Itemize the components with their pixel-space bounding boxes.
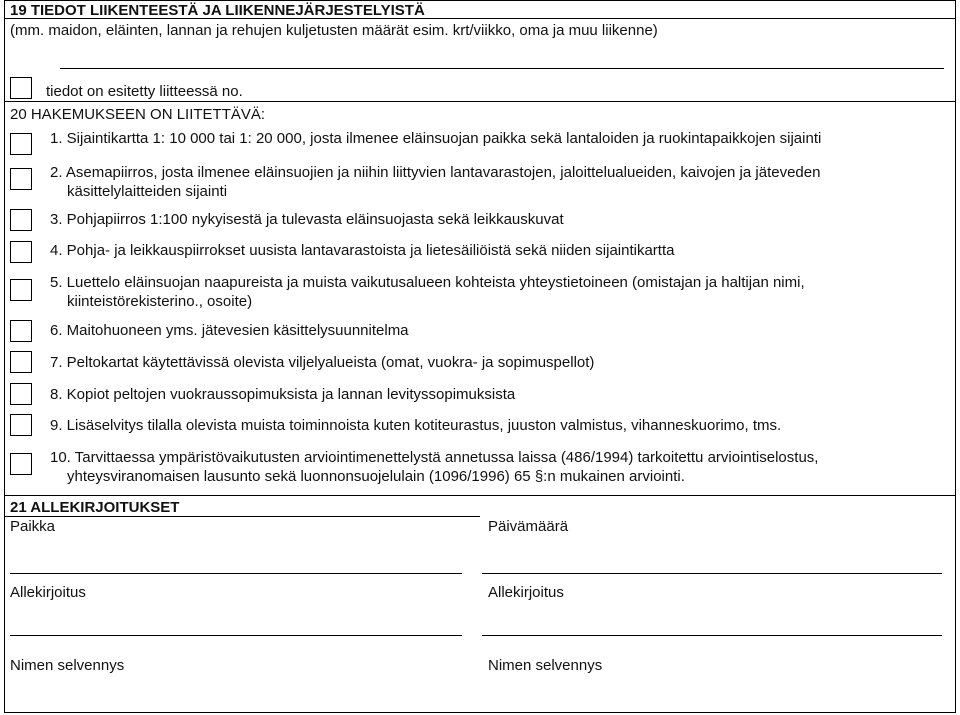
section-21-title-rule: [4, 516, 480, 517]
section-19-top-rule: [4, 0, 956, 1]
signature-field-left[interactable]: [10, 612, 462, 634]
section-21-title: 21 ALLEKIRJOITUKSET: [10, 499, 180, 516]
item-1-text: 1. Sijaintikartta 1: 10 000 tai 1: 20 000, josta ilmenee eläinsuojan paikka sekä lantaloiden ja ruokintapaikkojen sijainti: [50, 130, 822, 147]
item-6-text: 6. Maitohuoneen yms. jätevesien käsittelysuunnitelma: [50, 322, 409, 339]
item-9-text: 9. Lisäselvitys tilalla olevista muista toiminnoista kuten kotiteurastus, juuston valmistus, vihanneskuorimo, tms.: [50, 417, 782, 434]
section-19-title-rule: [4, 18, 956, 19]
signature-line-left: [10, 635, 462, 636]
item-8-checkbox[interactable]: [10, 383, 32, 405]
name-clarification-label-right: Nimen selvennys: [488, 657, 603, 674]
item-3-checkbox[interactable]: [10, 209, 32, 231]
item-10-text: 10. Tarvittaessa ympäristövaikutusten arviointimenettelystä annetussa laissa (486/1994) tarkoitettu arviointiselostus, yhteysviranomaisen lausunto sekä luonnonsuojelulain (1096/1996) 65 §:n mukainen arviointi.: [50, 449, 819, 485]
date-label: Päivämäärä: [488, 518, 569, 535]
section-20-title: 20 HAKEMUKSEEN ON LIITETTÄVÄ:: [10, 106, 266, 123]
attachment-label: tiedot on esitetty liitteessä no.: [46, 83, 243, 100]
name-clarification-field-left[interactable]: [10, 680, 462, 702]
signature-label-right: Allekirjoitus: [488, 584, 564, 601]
name-clarification-field-right[interactable]: [482, 680, 942, 702]
item-1-checkbox[interactable]: [10, 133, 32, 155]
item-9-checkbox[interactable]: [10, 414, 32, 436]
section-19-subtitle: (mm. maidon, eläinten, lannan ja rehujen kuljetusten määrät esim. krt/viikko, oma ja muu liikenne): [10, 22, 658, 39]
item-7-checkbox[interactable]: [10, 351, 32, 373]
date-line: [482, 573, 942, 574]
item-7-text: 7. Peltokartat käytettävissä olevista viljelyalueista (omat, vuokra- ja sopimuspellot): [50, 354, 595, 371]
traffic-info-line: [60, 68, 944, 69]
item-5-checkbox[interactable]: [10, 279, 32, 301]
section-21-top-rule: [4, 495, 956, 496]
item-10-checkbox[interactable]: [10, 453, 32, 475]
item-8-text: 8. Kopiot peltojen vuokraussopimuksista ja lannan levityssopimuksista: [50, 386, 516, 403]
name-clarification-label-left: Nimen selvennys: [10, 657, 125, 674]
item-4-text: 4. Pohja- ja leikkauspiirrokset uusista lantavarastoista ja lietesäiliöistä sekä niiden sijaintikartta: [50, 242, 675, 259]
item-4-checkbox[interactable]: [10, 241, 32, 263]
place-label: Paikka: [10, 518, 56, 535]
section-19-title: 19 TIEDOT LIIKENTEESTÄ JA LIIKENNEJÄRJESTELYISTÄ: [10, 2, 425, 19]
traffic-info-field[interactable]: [60, 46, 944, 68]
signature-line-right: [482, 635, 942, 636]
section-20-top-rule: [4, 101, 956, 102]
item-5-text: 5. Luettelo eläinsuojan naapureista ja muista vaikutusalueen kohteista yhteystietoineen (omistajan ja haltijan nimi, kiinteistörekisterino., osoite): [50, 274, 805, 310]
signature-field-right[interactable]: [482, 612, 942, 634]
item-3-text: 3. Pohjapiirros 1:100 nykyisestä ja tulevasta eläinsuojasta sekä leikkauskuvat: [50, 211, 564, 228]
item-6-checkbox[interactable]: [10, 320, 32, 342]
date-field[interactable]: [482, 550, 942, 572]
item-2-text: 2. Asemapiirros, josta ilmenee eläinsuojien ja niihin liittyvien lantavarastojen, jaloittelualueiden, kaivojen ja jäteveden käsittelylaitteiden sijainti: [50, 164, 821, 200]
place-field[interactable]: [10, 550, 462, 572]
attachment-checkbox[interactable]: [10, 77, 32, 99]
place-line: [10, 573, 462, 574]
item-2-checkbox[interactable]: [10, 168, 32, 190]
signature-label-left: Allekirjoitus: [10, 584, 86, 601]
